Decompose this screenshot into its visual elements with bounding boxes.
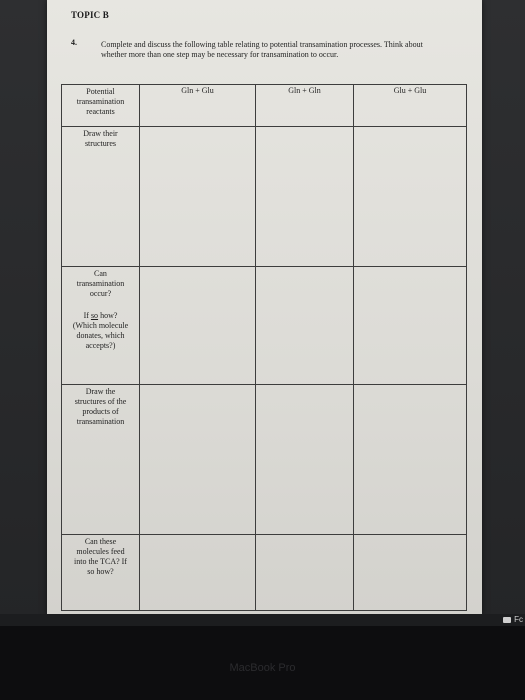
table-row-structures [62, 127, 467, 267]
row-label-structures [62, 127, 140, 267]
table-header-row [62, 85, 467, 127]
header-label-line: reactants [86, 107, 115, 116]
row-label-tca [62, 535, 140, 611]
question-number: 4. [71, 38, 77, 47]
answer-cell[interactable] [354, 267, 467, 385]
answer-cell[interactable] [354, 385, 467, 535]
answer-cell[interactable] [354, 127, 467, 267]
viewer-status-bar [0, 614, 525, 626]
topic-heading: TOPIC B [71, 10, 109, 20]
row-sublabel-suffix: how? [98, 311, 118, 320]
header-label-cell [62, 85, 140, 127]
row-label-line: into the TCA? If [74, 557, 127, 566]
answer-cell[interactable] [140, 535, 256, 611]
answer-cell[interactable] [256, 267, 354, 385]
answer-cell[interactable] [256, 127, 354, 267]
fullscreen-icon[interactable] [503, 617, 511, 623]
answer-cell[interactable] [256, 385, 354, 535]
column-header-glu-glu: Glu + Glu [354, 85, 467, 127]
row-sublabel-line: (Which molecule [72, 321, 129, 330]
worksheet-page [47, 0, 482, 614]
row-sublabel-line: donates, which [76, 331, 125, 340]
row-sublabel-underlined: so [90, 311, 99, 320]
row-label-line: occur? [89, 289, 112, 298]
question-instructions: Complete and discuss the following table relating to potential transamination processes. Think about whether more than one step may be necessary for transamination to occur. [101, 40, 423, 59]
header-label-line: transamination [76, 97, 125, 106]
table-row-can-occur [62, 267, 467, 385]
answer-cell[interactable] [140, 267, 256, 385]
row-sublabel-line: accepts?) [85, 341, 116, 350]
transamination-table [61, 84, 467, 611]
answer-cell[interactable] [256, 535, 354, 611]
row-label-line: transamination [76, 417, 125, 426]
row-label-line: Can these [84, 537, 117, 546]
row-label-can-occur [62, 267, 140, 385]
row-label-line: molecules feed [76, 547, 125, 556]
row-label-line: transamination [76, 279, 125, 288]
row-label-line: Draw the [85, 387, 116, 396]
table-row-products [62, 385, 467, 535]
column-header-gln-gln: Gln + Gln [256, 85, 354, 127]
column-header-gln-glu: Gln + Glu [140, 85, 256, 127]
answer-cell[interactable] [354, 535, 467, 611]
answer-cell[interactable] [140, 385, 256, 535]
fullscreen-label[interactable]: Fc [514, 615, 523, 624]
row-label-line: structures of the [74, 397, 127, 406]
row-label-line: products of [82, 407, 119, 416]
row-sublabel-line [64, 311, 137, 321]
answer-cell[interactable] [140, 127, 256, 267]
row-label-line: structures [84, 139, 117, 148]
spacer [64, 299, 137, 311]
row-sublabel-prefix: If [83, 311, 91, 320]
header-label-line: Potential [86, 87, 115, 96]
table-row-tca [62, 535, 467, 611]
row-label-line: Can [94, 269, 107, 278]
laptop-bezel-label: MacBook Pro [229, 662, 296, 674]
row-label-line: so how? [87, 567, 114, 576]
row-label-products [62, 385, 140, 535]
row-label-line: Draw their [83, 129, 118, 138]
